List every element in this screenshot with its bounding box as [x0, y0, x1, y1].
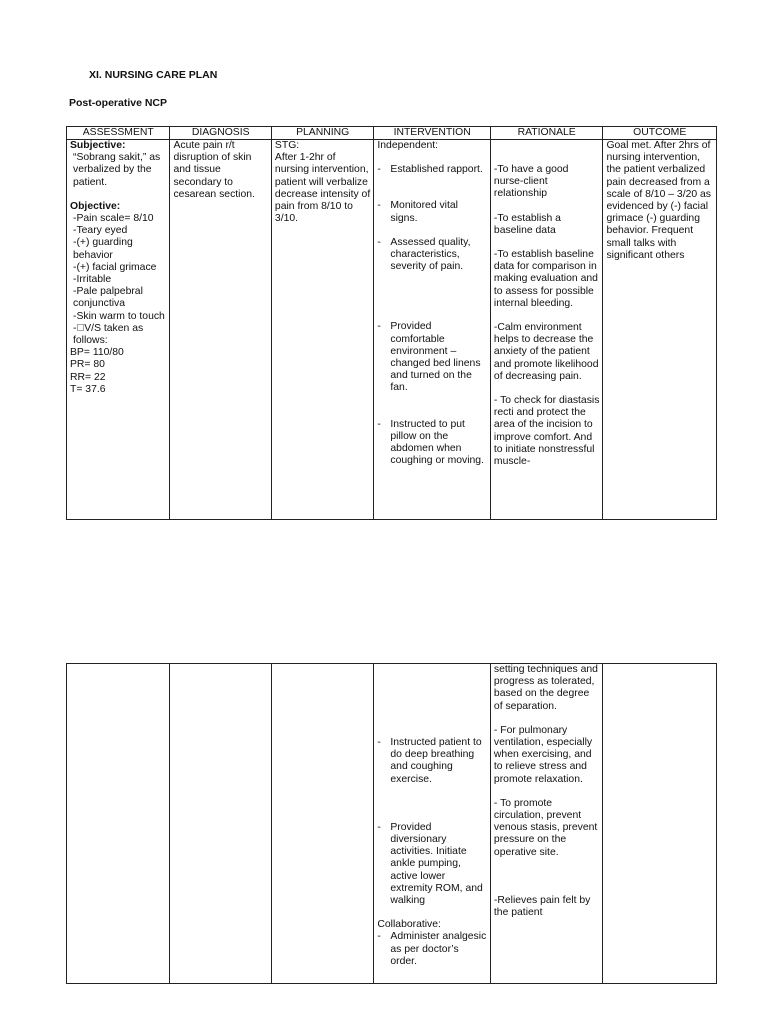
objective-item: -(+) guarding behavior [73, 237, 133, 261]
assessment-cell [67, 664, 170, 984]
intervention-item: - Monitored vital signs. [377, 200, 488, 224]
planning-cell [271, 140, 373, 520]
rationale-item: -To establish baseline data for comparison in making evaluation and to assess for possible internal bleeding. [493, 249, 598, 309]
page-title: XI. NURSING CARE PLAN [89, 69, 218, 81]
rationale-item: -Calm environment helps to decrease the anxiety of the patient and promote likelihood of decreasing pain. [493, 322, 599, 382]
rationale-cell [490, 140, 603, 520]
independent-label: Independent: [377, 140, 439, 151]
header-diagnosis: DIAGNOSIS [170, 127, 271, 140]
planning-label: STG: [274, 140, 300, 151]
diagnosis-cell [170, 664, 271, 984]
header-outcome: OUTCOME [603, 127, 717, 140]
intervention-item: - Provided comfortable environment – changed bed linens and turned on the fan. [377, 321, 488, 394]
objective-item: -Pain scale= 8/10 [73, 213, 154, 225]
section-title: Post-operative NCP [69, 97, 168, 109]
subjective-label: Subjective: [70, 140, 126, 151]
rationale-cell [490, 664, 603, 984]
rationale-item: - For pulmonary ventilation, especially when exercising, and to relieve stress and promote relaxation. [493, 724, 593, 785]
header-rationale: RATIONALE [490, 127, 603, 140]
collaborative-label: Collaborative: [377, 919, 441, 931]
rationale-item: - To promote circulation, prevent venous stasis, prevent pressure on the operative site. [493, 797, 598, 858]
objective-item: -Pale palpebral conjunctiva [73, 286, 143, 310]
vital-sign: BP= 110/80 [70, 347, 124, 359]
vital-sign: PR= 80 [70, 359, 105, 371]
collaborative-item: - Administer analgesic as per doctor’s order. [377, 931, 488, 968]
intervention-item: - Established rapport. [377, 164, 488, 176]
vital-sign: T= 37.6 [70, 383, 106, 395]
planning-text: After 1-2hr of nursing intervention, patient will verbalize decrease intensity of pain from 8/10 to 3/10. [274, 152, 371, 225]
table-header-row [67, 127, 717, 140]
subjective-text: “Sobrang sakit,” as verbalized by the patient. [73, 152, 161, 188]
table-row [67, 664, 717, 984]
vital-sign: RR= 22 [70, 371, 106, 383]
objective-item: -(+) facial grimace [73, 261, 157, 273]
intervention-item: - Assessed quality, characteristics, severity of pain. [377, 237, 488, 274]
header-intervention: INTERVENTION [374, 127, 491, 140]
intervention-cell [374, 140, 491, 520]
assessment-cell [67, 140, 170, 520]
objective-label: Objective: [70, 200, 121, 212]
rationale-item: -To establish a baseline data [493, 212, 561, 236]
header-assessment: ASSESSMENT [67, 127, 170, 140]
rationale-item: -To have a good nurse-client relationship [493, 164, 569, 200]
objective-item: - V/S taken as follows: [73, 322, 139, 347]
care-plan-table [66, 126, 717, 520]
diagnosis-cell [170, 140, 271, 520]
objective-item: -Teary eyed [73, 225, 128, 237]
objective-item: -Irritable [73, 274, 112, 286]
intervention-item: - Provided diversionary activities. Initiate ankle pumping, active lower extremity ROM, and walking [377, 822, 488, 907]
objective-item: -Skin warm to touch [73, 310, 165, 322]
care-plan-table-continued [66, 663, 717, 984]
intervention-cell [374, 664, 491, 984]
planning-cell [271, 664, 373, 984]
rationale-item: -Relieves pain felt by the patient [493, 894, 591, 919]
table-row [67, 140, 717, 520]
header-planning: PLANNING [271, 127, 373, 140]
intervention-item: - Instructed to put pillow on the abdomen when coughing or moving. [377, 419, 488, 468]
outcome-cell [603, 140, 717, 520]
intervention-item: - Instructed patient to do deep breathing and coughing exercise. [377, 737, 488, 786]
outcome-cell [603, 664, 717, 984]
rationale-item: setting techniques and progress as tolerated, based on the degree of separation. [493, 664, 598, 712]
diagnosis-text: Acute pain r/t disruption of skin and tissue secondary to cesarean section. [173, 140, 255, 200]
rationale-item: - To check for diastasis recti and protect the area of the incision to improve comfort. And to initiate nonstressful muscle- [493, 395, 600, 468]
outcome-text: Goal met. After 2hrs of nursing intervention, the patient verbalized pain decreased from a scale of 8/10 – 3/20 as evidenced by (-) facial grimace (-) guarding behavior. Frequent small talks with significant others [606, 140, 711, 261]
